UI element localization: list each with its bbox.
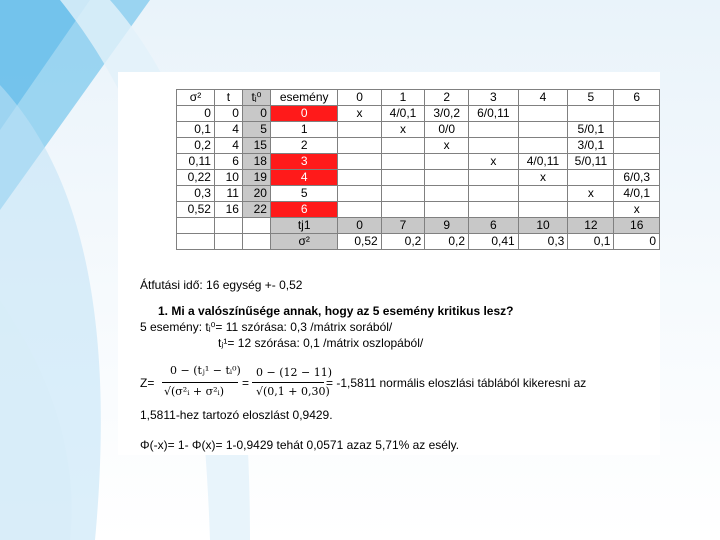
table-cell [469,122,519,138]
z-label: Z= [140,376,155,390]
table-cell: 2 [270,138,337,154]
table-cell [568,170,614,186]
table-cell: 18 [242,154,270,170]
table-cell: 0 [270,106,337,122]
table-cell [518,122,568,138]
header-cell: 6 [614,90,660,106]
slide-content [118,72,660,455]
table-cell: 0 [338,218,381,234]
formula-num2: 0 − (12 − 11) [256,366,332,379]
table-cell: 5/0,1 [568,122,614,138]
question-heading: 1. Mi a valószínűsége annak, hogy az 5 esemény kritikus lesz? [158,304,514,318]
formula-num1: 0 − (tⱼ¹ − tᵢ⁰) [170,364,241,377]
table-cell [469,170,519,186]
event-5-line: 5 esemény: tᵢ⁰= 11 szórása: 0,3 /mátrix sorából/ [140,320,393,334]
table-cell: 12 [568,218,614,234]
table-cell: 0,52 [177,202,215,218]
table-cell: x [469,154,519,170]
atfutasi-text: Átfutási idő: 16 egység +- 0,52 [140,278,303,292]
table-cell: 5/0,11 [568,154,614,170]
table-cell: 0/0 [425,122,469,138]
table-cell: 0,3 [518,234,568,250]
table-cell [381,202,425,218]
table-cell [177,218,215,234]
table-cell: x [518,170,568,186]
table-cell: 0,1 [568,234,614,250]
table-cell: x [425,138,469,154]
table-cell: 3/0,2 [425,106,469,122]
table-cell [518,106,568,122]
distribution-line: 1,5811-hez tartozó eloszlást 0,9429. [140,408,333,422]
table-cell [338,122,381,138]
table-cell: x [614,202,660,218]
event-matrix-table [176,89,660,250]
table-cell: 0,2 [177,138,215,154]
z-result-text: = -1,5811 normális eloszlási táblából kikeresni az [326,376,587,390]
fraction-bar-2 [252,382,324,383]
table-cell [518,202,568,218]
table-cell: 0,2 [381,234,425,250]
header-cell: 2 [425,90,469,106]
table-cell: tj1 [270,218,337,234]
table-cell: 3 [270,154,337,170]
table-cell [381,170,425,186]
table-cell: 1 [270,122,337,138]
table-row [177,122,660,138]
table-cell: x [381,122,425,138]
table-cell [242,234,270,250]
table-cell [469,202,519,218]
table-cell: 0 [242,106,270,122]
table-cell [425,154,469,170]
table-cell [614,154,660,170]
header-cell: 4 [518,90,568,106]
table-cell: 0,11 [177,154,215,170]
tj1-line: tⱼ¹= 12 szórása: 0,1 /mátrix oszlopából/ [218,336,424,350]
table-cell [425,202,469,218]
table-cell [614,106,660,122]
table-cell [469,186,519,202]
table-cell: 6/0,11 [469,106,519,122]
table-cell: 4/0,11 [518,154,568,170]
table-cell: x [338,106,381,122]
table-cell: x [568,186,614,202]
header-cell: 5 [568,90,614,106]
table-cell [338,170,381,186]
table-cell: 9 [425,218,469,234]
table-cell: 4/0,1 [614,186,660,202]
table-cell: 0,2 [425,234,469,250]
table-cell: 6 [214,154,242,170]
table-cell: 4 [214,138,242,154]
table-cell [381,154,425,170]
table-cell: 5 [242,122,270,138]
table-cell [381,138,425,154]
table-cell: 6 [270,202,337,218]
table-cell: 5 [270,186,337,202]
table-cell: 11 [214,186,242,202]
table-cell [338,186,381,202]
header-cell: 1 [381,90,425,106]
table-cell: 0,52 [338,234,381,250]
table-cell [614,138,660,154]
formula-den2: √(0,1 + 0,30) [256,385,330,398]
table-cell: 15 [242,138,270,154]
header-cell: 0 [338,90,381,106]
table-cell: 10 [518,218,568,234]
table-cell: 0,22 [177,170,215,186]
table-cell: 16 [614,218,660,234]
table-cell: 10 [214,170,242,186]
table-cell: 7 [381,218,425,234]
table-cell [338,154,381,170]
table-cell [381,186,425,202]
table-cell: 19 [242,170,270,186]
table-cell: 0 [177,106,215,122]
table-cell: 22 [242,202,270,218]
table-cell: 6 [469,218,519,234]
header-cell: t [214,90,242,106]
table-cell [425,186,469,202]
table-cell: 6/0,3 [614,170,660,186]
probability-result-line: Φ(-x)= 1- Φ(x)= 1-0,9429 tehát 0,0571 azaz 5,71% az esély. [140,438,460,452]
header-cell: tᵢ⁰ [242,90,270,106]
table-cell [614,122,660,138]
table-cell [568,202,614,218]
table-cell [568,106,614,122]
table-cell: 3/0,1 [568,138,614,154]
table-cell [518,186,568,202]
table-cell: 0,3 [177,186,215,202]
fraction-bar-1 [162,382,238,383]
table-cell [469,138,519,154]
table-cell: 20 [242,186,270,202]
table-row [177,106,660,122]
table-row [177,138,660,154]
table-cell [214,218,242,234]
table-cell [214,234,242,250]
table-cell: 0,1 [177,122,215,138]
table-row [177,218,660,234]
table-cell [177,234,215,250]
table-cell [242,218,270,234]
table-row [177,234,660,250]
table-cell: 4/0,1 [381,106,425,122]
table-cell: 4 [214,122,242,138]
formula-den1: √(σ²ᵢ + σ²ᵢ) [164,385,225,398]
header-cell: esemény [270,90,337,106]
table-cell [425,170,469,186]
table-cell: 0,41 [469,234,519,250]
table-row [177,186,660,202]
table-cell [338,202,381,218]
table-cell: σ² [270,234,337,250]
table-row [177,154,660,170]
table-cell: 0 [614,234,660,250]
table-cell [518,138,568,154]
header-cell: 3 [469,90,519,106]
table-cell: 4 [270,170,337,186]
equals-sign: = [242,376,250,390]
header-cell: σ² [177,90,215,106]
table-row [177,202,660,218]
table-row [177,170,660,186]
table-header-row [177,90,660,106]
table-cell: 0 [214,106,242,122]
table-cell [338,138,381,154]
table-cell: 16 [214,202,242,218]
